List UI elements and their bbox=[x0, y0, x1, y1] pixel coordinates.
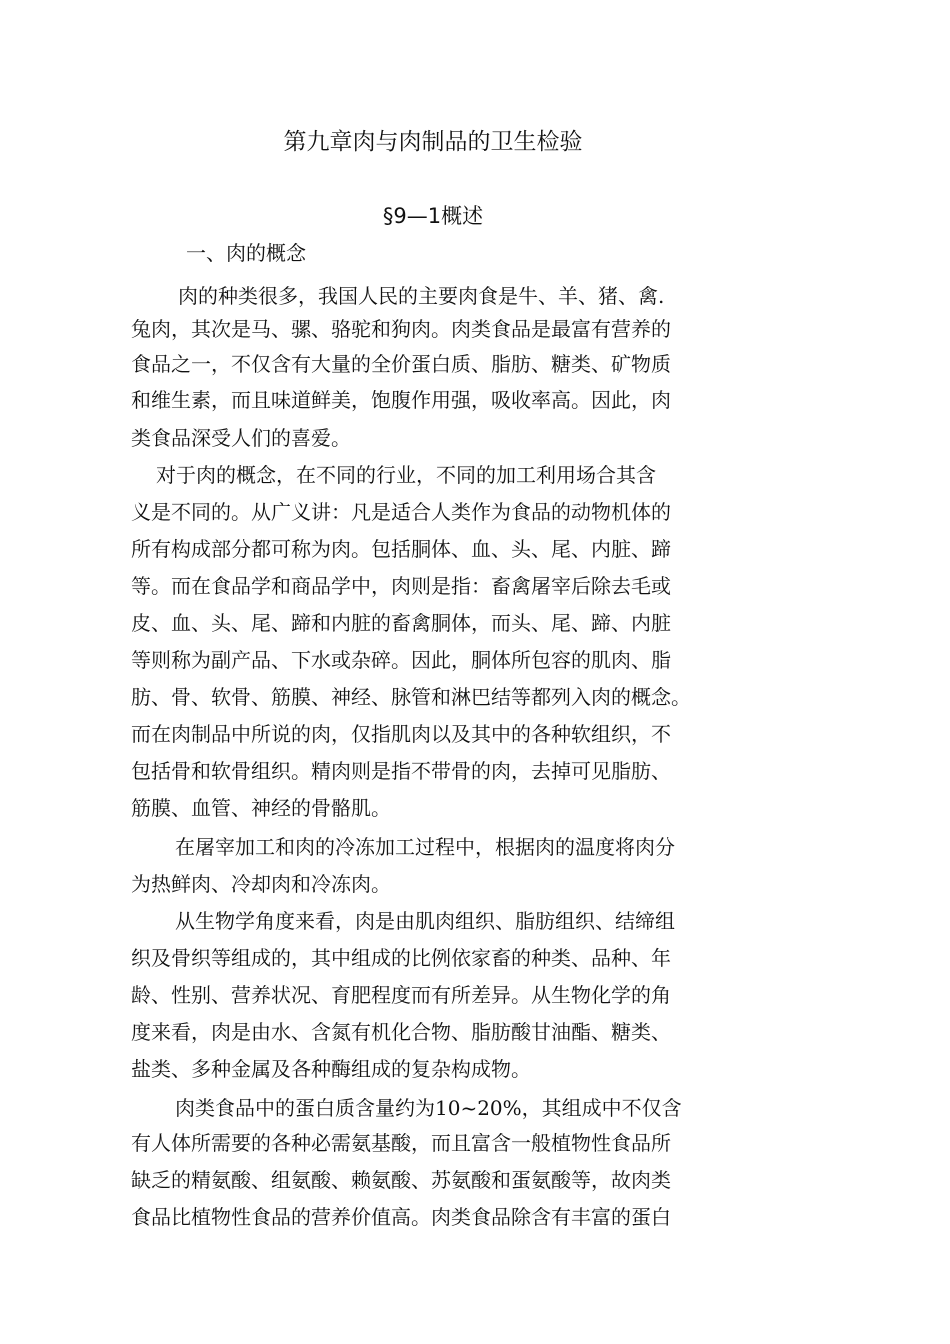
body-line: 有人体所需要的各种必需氨基酸，而且富含一般植物性食品所 bbox=[131, 1131, 671, 1155]
body-line: 兔肉，其次是马、骡、骆驼和狗肉。肉类食品是最富有营养的 bbox=[131, 317, 671, 341]
body-line: 度来看，肉是由水、含氮有机化合物、脂肪酸甘油酯、糖类、 bbox=[131, 1020, 671, 1044]
body-line: 在屠宰加工和肉的冷冻加工过程中，根据肉的温度将肉分 bbox=[175, 835, 675, 859]
body-line: 缺乏的精氨酸、组氨酸、赖氨酸、苏氨酸和蛋氨酸等，故肉类 bbox=[131, 1168, 671, 1192]
body-line: 食品之一，不仅含有大量的全价蛋白质、脂肪、糖类、矿物质 bbox=[131, 352, 671, 376]
body-line: 类食品深受人们的喜爱。 bbox=[131, 426, 351, 450]
body-line: 龄、性别、营养状况、育肥程度而有所差异。从生物化学的角 bbox=[131, 983, 671, 1007]
chapter-title: 第九章肉与肉制品的卫生检验 bbox=[283, 129, 583, 155]
body-line: 对于肉的概念，在不同的行业，不同的加工利用场合其含 bbox=[156, 463, 656, 487]
body-line: 肪、骨、软骨、筋膜、神经、脉管和淋巴结等都列入肉的概念。 bbox=[131, 685, 691, 709]
body-line: 食品比植物性食品的营养价值高。肉类食品除含有丰富的蛋白 bbox=[131, 1205, 671, 1229]
body-line: 盐类、多种金属及各种酶组成的复杂构成物。 bbox=[131, 1057, 531, 1081]
body-line: 从生物学角度来看，肉是由肌肉组织、脂肪组织、结缔组 bbox=[175, 909, 675, 933]
body-line: 肉的种类很多，我国人民的主要肉食是牛、羊、猪、禽. bbox=[178, 284, 665, 308]
body-line: 织及骨织等组成的，其中组成的比例依家畜的种类、品种、年 bbox=[131, 946, 671, 970]
body-line: 等。而在食品学和商品学中，肉则是指：畜禽屠宰后除去毛或 bbox=[131, 574, 671, 598]
body-line: 和维生素，而且味道鲜美，饱腹作用强，吸收率高。因此，肉 bbox=[131, 388, 671, 412]
section-heading: §9—1概述 bbox=[382, 204, 484, 228]
body-line: 所有构成部分都可称为肉。包括胴体、血、头、尾、内脏、蹄 bbox=[131, 537, 671, 561]
body-line: 而在肉制品中所说的肉，仅指肌肉以及其中的各种软组织，不 bbox=[131, 722, 671, 746]
body-line: 包括骨和软骨组织。精肉则是指不带骨的肉，去掉可见脂肪、 bbox=[131, 759, 671, 783]
body-line: 筋膜、血管、神经的骨骼肌。 bbox=[131, 796, 391, 820]
body-line: 为热鲜肉、冷却肉和冷冻肉。 bbox=[131, 872, 391, 896]
subheading: 一、肉的概念 bbox=[186, 241, 306, 265]
body-line: 皮、血、头、尾、蹄和内脏的畜禽胴体，而头、尾、蹄、内脏 bbox=[131, 611, 671, 635]
body-line: 肉类食品中的蛋白质含量约为10~20%，其组成中不仅含 bbox=[175, 1096, 682, 1120]
body-line: 等则称为副产品、下水或杂碎。因此，胴体所包容的肌肉、脂 bbox=[131, 648, 671, 672]
body-line: 义是不同的。从广义讲：凡是适合人类作为食品的动物机体的 bbox=[131, 500, 671, 524]
